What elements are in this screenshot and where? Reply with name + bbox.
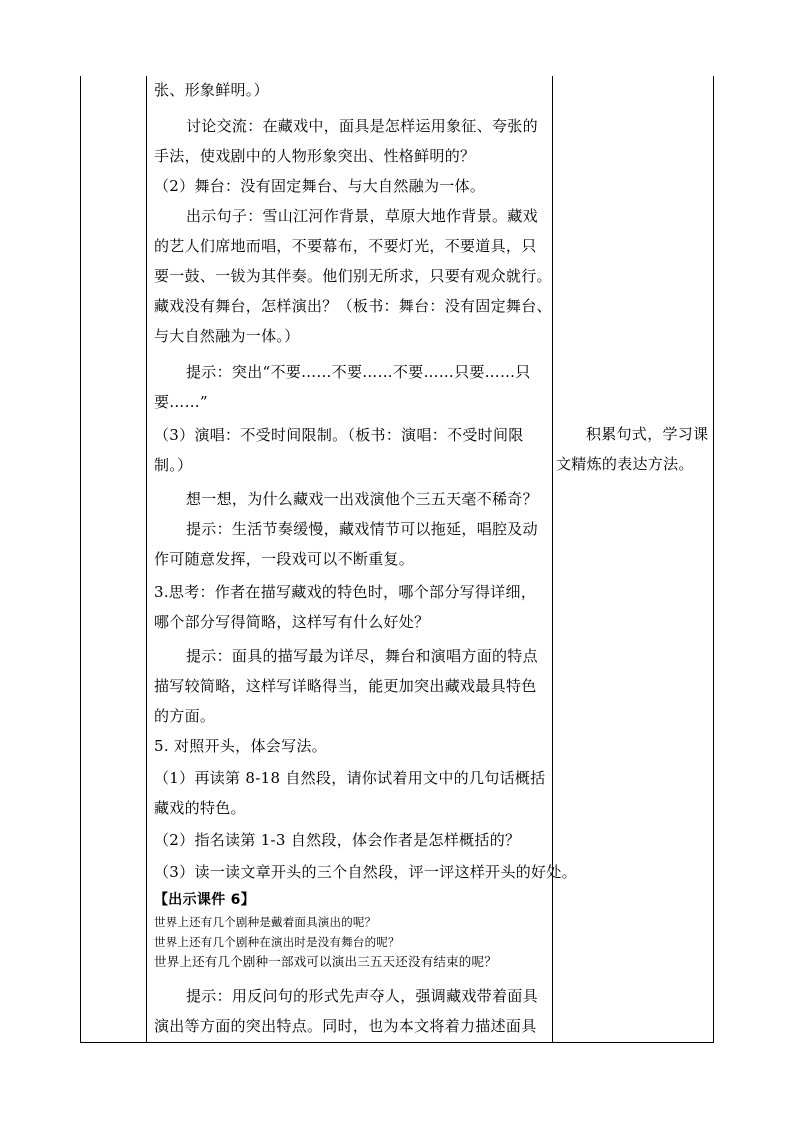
text-line: （3）读一读文章开头的三个自然段，评一评这样开头的好处。 [154, 863, 577, 881]
table-border-bottom [80, 1042, 714, 1043]
table-border-col2 [552, 76, 553, 1043]
text-line: 哪个部分写得简略，这样写有什么好处？ [154, 613, 430, 631]
table-border-left [80, 76, 81, 1043]
courseware-heading: 【出示课件 6】 [154, 892, 256, 908]
text-line: 5. 对照开头，体会写法。 [154, 737, 327, 755]
text-line: 提示：生活节奏缓慢，藏戏情节可以拖延，唱腔及动 [186, 520, 538, 538]
text-line: 讨论交流：在藏戏中，面具是怎样运用象征、夸张的 [186, 117, 538, 135]
text-line: 藏戏没有舞台，怎样演出？（板书：舞台：没有固定舞台、 [154, 297, 552, 315]
text-line: （2）指名读第 1-3 自然段，体会作者是怎样概括的？ [154, 831, 521, 849]
text-line: 提示：突出“不要……不要……不要……只要……只 [186, 363, 531, 381]
text-line: （1）再读第 8-18 自然段，请你试着用文中的几句话概括 [154, 769, 546, 787]
text-line: 要……” [154, 393, 208, 411]
text-line: 要一鼓、一钹为其伴奏。他们别无所求，只要有观众就行。 [154, 267, 552, 285]
text-line: 藏戏的特色。 [154, 799, 246, 817]
text-line: 的艺人们席地而唱，不要幕布，不要灯光，不要道具，只 [154, 237, 537, 255]
text-line: 提示：用反问句的形式先声夺人，强调藏戏带着面具 [186, 987, 538, 1005]
text-line: 手法，使戏剧中的人物形象突出、性格鲜明的？ [154, 147, 476, 165]
text-line: 与大自然融为一体。） [154, 327, 300, 345]
courseware-line: 世界上还有几个剧种是戴着面具演出的呢？ [154, 915, 377, 929]
text-line: （3）演唱：不受时间限制。（板书：演唱：不受时间限 [154, 426, 524, 444]
table-border-right [713, 76, 714, 1043]
text-line: 的方面。 [154, 707, 216, 725]
text-line: （2）舞台：没有固定舞台、与大自然融为一体。 [154, 177, 486, 195]
design-intent-line: 文精炼的表达方法。 [556, 455, 694, 473]
design-intent-line: 积累句式，学习课 [586, 425, 709, 443]
text-line: 作可随意发挥，一段戏可以不断重复。 [154, 550, 415, 568]
text-line: 想一想，为什么藏戏一出戏演他个三五天毫不稀奇？ [186, 490, 538, 508]
text-line: 张、形象鲜明。） [154, 81, 269, 99]
courseware-line: 世界上还有几个剧种一部戏可以演出三五天还没有结束的呢？ [154, 954, 497, 969]
text-line: 制。） [154, 456, 193, 474]
text-line: 演出等方面的突出特点。同时，也为本文将着力描述面具 [154, 1017, 537, 1035]
text-line: 提示：面具的描写最为详尽，舞台和演唱方面的特点 [186, 647, 538, 665]
table-border-col1 [146, 76, 147, 1043]
text-line: 描写较简略，这样写详略得当，能更加突出藏戏最具特色 [154, 677, 537, 695]
text-line: 3.思考：作者在描写藏戏的特色时，哪个部分写得详细， [154, 583, 537, 601]
text-line: 出示句子：雪山江河作背景，草原大地作背景。藏戏 [186, 207, 538, 225]
courseware-line: 世界上还有几个剧种在演出时是没有舞台的呢？ [154, 935, 400, 949]
